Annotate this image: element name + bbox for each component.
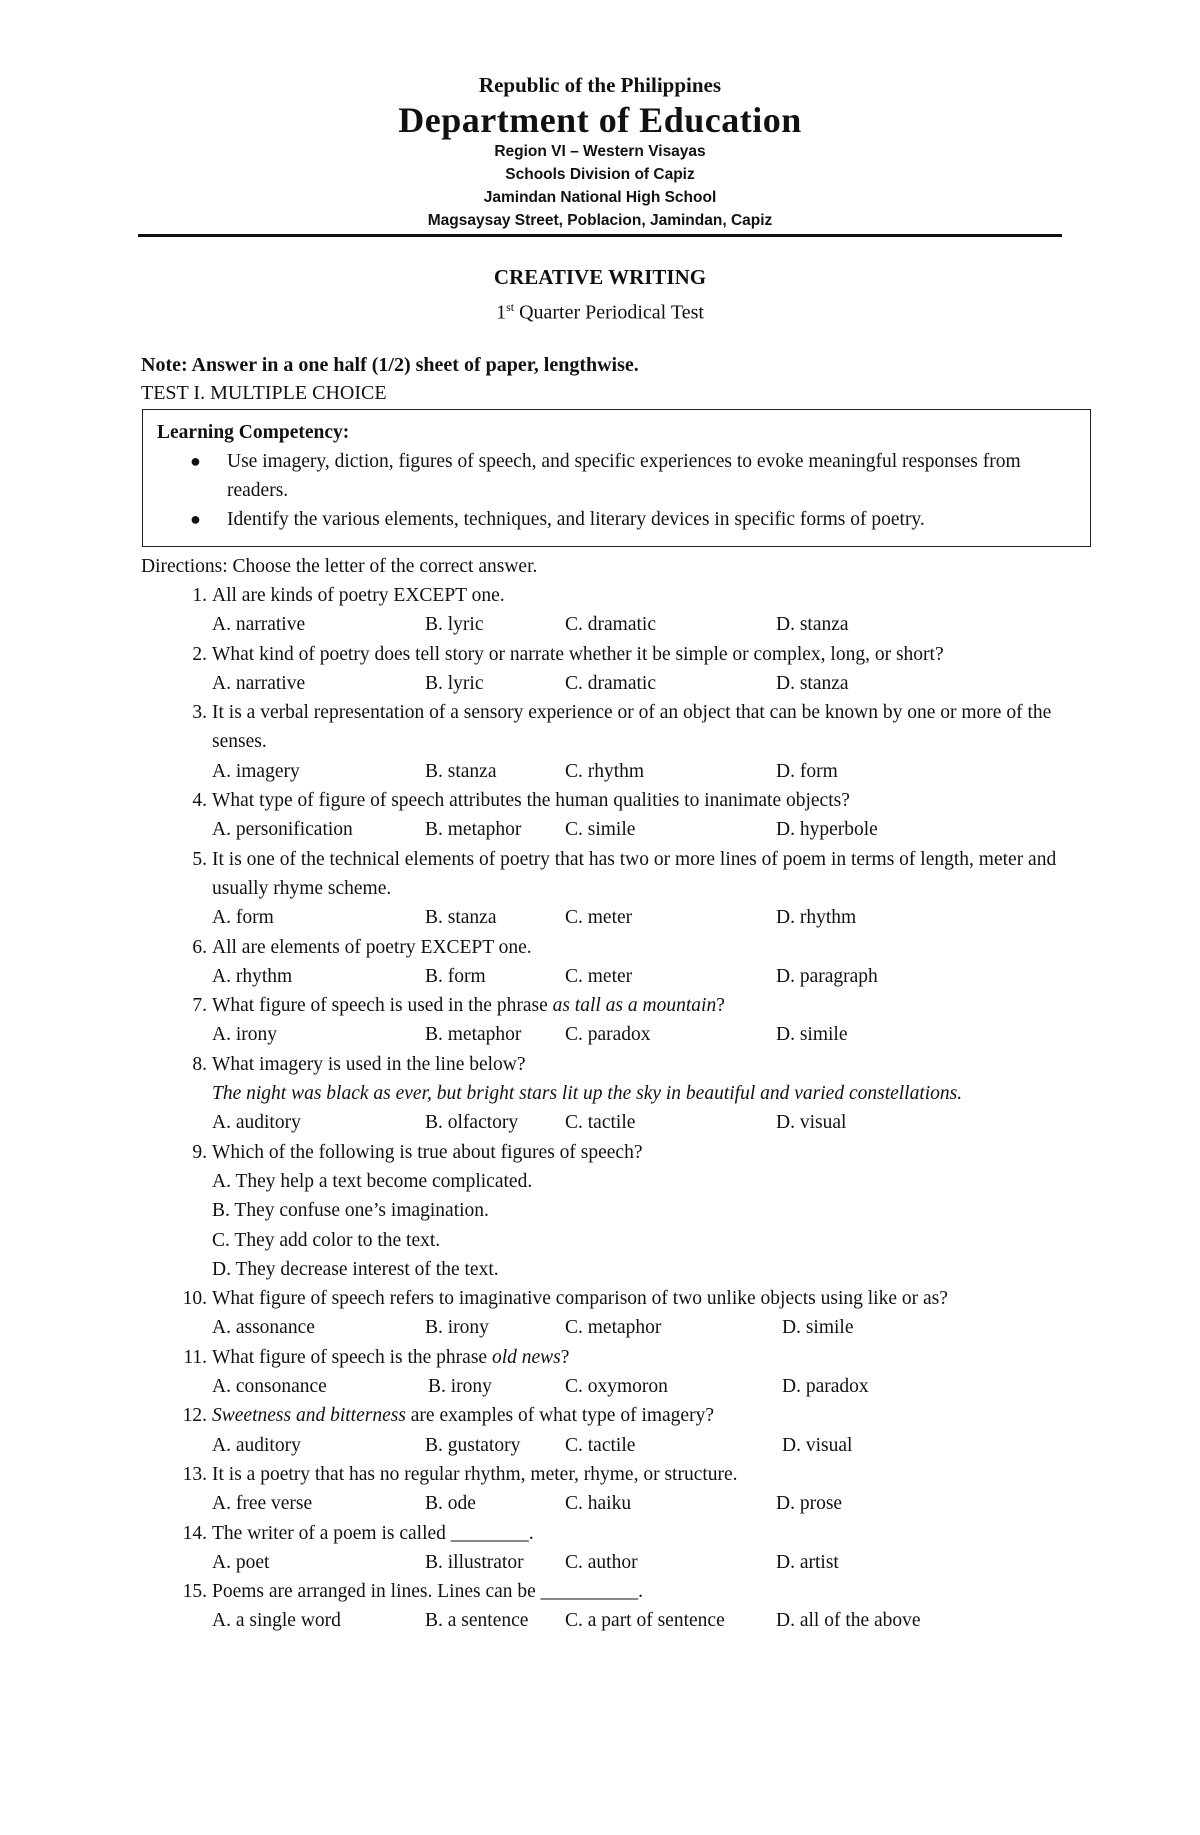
option-c: C. haiku xyxy=(565,1493,632,1515)
option-c: C. oxymoron xyxy=(565,1376,668,1398)
question-number: 4. xyxy=(192,790,207,812)
test-title: TEST I. MULTIPLE CHOICE xyxy=(141,382,387,404)
question-5 xyxy=(0,845,1200,933)
school-name: Jamindan National High School xyxy=(483,189,717,206)
quoted-line: The night was black as ever, but bright stars lit up the sky in beautiful and varied constellations. xyxy=(212,1083,963,1105)
question-number: 8. xyxy=(192,1053,207,1075)
option-a: A. a single word xyxy=(212,1610,341,1632)
question-6 xyxy=(0,933,1200,992)
option-a: A. form xyxy=(212,907,274,929)
italic-phrase: old news xyxy=(491,1346,561,1368)
question-number: 2. xyxy=(192,643,207,665)
exam-title xyxy=(0,292,1200,328)
option-c: C. meter xyxy=(565,907,633,929)
question-text-start: What figure of speech is the phrase xyxy=(212,1346,492,1368)
options-row xyxy=(0,1606,1200,1635)
question-text-start: What figure of speech is used in the phrase xyxy=(212,995,553,1017)
option-c: C. rhythm xyxy=(565,760,645,782)
option-d: D. visual xyxy=(782,1434,853,1456)
options-row xyxy=(0,669,1200,698)
option-b: B. irony xyxy=(428,1376,492,1398)
option-d: D. paradox xyxy=(782,1376,869,1398)
option-d: D. all of the above xyxy=(776,1610,921,1632)
option-b: B. irony xyxy=(425,1317,489,1339)
option-b: B. lyric xyxy=(425,672,484,694)
question-15 xyxy=(0,1577,1200,1636)
option-a: A. poet xyxy=(212,1551,270,1573)
option-a: A. auditory xyxy=(212,1434,301,1456)
option-a: A. irony xyxy=(212,1024,277,1046)
italic-phrase: as tall as a mountain xyxy=(552,995,717,1017)
question-text-end: ? xyxy=(716,995,725,1017)
quarter-suffix: st xyxy=(506,300,515,314)
options-row xyxy=(0,1431,1200,1460)
options-row xyxy=(0,1548,1200,1577)
competency-text: Identify the various elements, techniques, and literary devices in specific forms of poetry. xyxy=(227,509,925,530)
option-d: D. stanza xyxy=(776,672,849,694)
republic-line: Republic of the Philippines xyxy=(478,73,722,97)
option-b: B. gustatory xyxy=(425,1434,521,1456)
option-b: B. a sentence xyxy=(425,1610,529,1632)
option-c: C. dramatic xyxy=(565,614,656,636)
question-text: It is a verbal representation of a sensory experience or of an object that can be known by one or more of the senses. xyxy=(212,702,1052,753)
question-text-end: are examples of what type of imagery? xyxy=(405,1405,714,1427)
question-text: What kind of poetry does tell story or narrate whether it be simple or complex, long, or short? xyxy=(212,643,944,665)
question-text: All are elements of poetry EXCEPT one. xyxy=(212,936,532,958)
options-row xyxy=(0,815,1200,844)
division-line: Schools Division of Capiz xyxy=(505,166,695,183)
question-text xyxy=(212,991,1062,1020)
option-a: A. rhythm xyxy=(212,965,293,987)
option-b: B. metaphor xyxy=(425,1024,522,1046)
question-text xyxy=(212,1343,1062,1372)
question-text: What figure of speech refers to imaginative comparison of two unlike objects using like or as? xyxy=(212,1288,948,1310)
answer-note: Note: Answer in a one half (1/2) sheet of paper, lengthwise. xyxy=(141,354,639,376)
option-b: B. stanza xyxy=(425,760,497,782)
question-number: 12. xyxy=(182,1405,207,1427)
learning-competency-box xyxy=(142,409,1091,547)
directions: Directions: Choose the letter of the correct answer. xyxy=(141,556,538,577)
option-c: C. meter xyxy=(565,965,633,987)
option-a: A. personification xyxy=(212,819,353,841)
option-d: D. hyperbole xyxy=(776,819,878,841)
option-a: A. narrative xyxy=(212,614,306,636)
question-text: It is a poetry that has no regular rhythm, meter, rhyme, or structure. xyxy=(212,1463,738,1485)
competency-list xyxy=(143,447,1090,534)
question-number: 10. xyxy=(182,1288,207,1310)
school-address: Magsaysay Street, Poblacion, Jamindan, Capiz xyxy=(427,212,773,229)
question-11 xyxy=(0,1343,1200,1402)
options-row xyxy=(0,1372,1200,1401)
bullet-icon: ● xyxy=(190,509,201,529)
italic-phrase: Sweetness and bitterness xyxy=(212,1405,406,1427)
option-b: B. lyric xyxy=(425,614,484,636)
letterhead xyxy=(0,70,1200,232)
question-4 xyxy=(0,786,1200,845)
option-b: B. olfactory xyxy=(425,1112,519,1134)
option-c: C. dramatic xyxy=(565,672,656,694)
option-c: C. tactile xyxy=(565,1434,636,1456)
question-1 xyxy=(0,581,1200,640)
options-row xyxy=(0,1313,1200,1342)
option-c: C. paradox xyxy=(565,1024,651,1046)
question-10 xyxy=(0,1284,1200,1343)
option-d: D. simile xyxy=(782,1317,854,1339)
option-d: D. simile xyxy=(776,1024,848,1046)
option-d: D. stanza xyxy=(776,614,849,636)
options-row xyxy=(0,1020,1200,1049)
option-a: A. free verse xyxy=(212,1493,313,1515)
options-row xyxy=(0,903,1200,932)
question-text: What imagery is used in the line below? xyxy=(212,1053,526,1075)
option-b: B. They confuse one’s imagination. xyxy=(212,1200,489,1222)
option-c: C. metaphor xyxy=(565,1317,662,1339)
option-d: D. artist xyxy=(776,1551,839,1573)
quarter-number: 1 xyxy=(496,301,507,324)
question-13 xyxy=(0,1460,1200,1519)
question-list xyxy=(0,581,1200,1636)
question-number: 15. xyxy=(182,1581,207,1603)
question-7 xyxy=(0,991,1200,1050)
option-d: D. paragraph xyxy=(776,965,878,987)
options-row xyxy=(0,1489,1200,1518)
options-row xyxy=(0,1108,1200,1137)
question-number: 6. xyxy=(192,936,207,958)
option-b: B. illustrator xyxy=(425,1551,524,1573)
question-14 xyxy=(0,1519,1200,1578)
option-a: A. assonance xyxy=(212,1317,315,1339)
option-c: C. tactile xyxy=(565,1112,636,1134)
question-text: Which of the following is true about figures of speech? xyxy=(212,1141,643,1163)
bullet-icon: ● xyxy=(190,451,201,471)
options-row xyxy=(0,962,1200,991)
subject-title: CREATIVE WRITING xyxy=(493,265,707,289)
option-b: B. form xyxy=(425,965,486,987)
question-number: 11. xyxy=(183,1346,207,1368)
question-text: It is one of the technical elements of poetry that has two or more lines of poem in terms of length, meter and usually rhyme scheme. xyxy=(212,848,1057,899)
option-c: C. simile xyxy=(565,819,636,841)
option-d: D. rhythm xyxy=(776,907,857,929)
option-c: C. a part of sentence xyxy=(565,1610,725,1632)
options-row xyxy=(0,610,1200,639)
quarter-label: Quarter Periodical Test xyxy=(514,301,704,324)
question-number: 1. xyxy=(192,585,207,606)
option-a: A. consonance xyxy=(212,1376,327,1398)
options-row xyxy=(0,757,1200,786)
option-b: B. metaphor xyxy=(425,819,522,841)
option-a: A. auditory xyxy=(212,1112,301,1134)
region-line: Region VI – Western Visayas xyxy=(494,143,706,160)
option-d: D. They decrease interest of the text. xyxy=(212,1258,499,1280)
option-c: C. author xyxy=(565,1551,638,1573)
question-text xyxy=(212,1401,1062,1430)
competency-item xyxy=(143,447,1090,505)
option-a: A. They help a text become complicated. xyxy=(212,1170,533,1192)
question-9 xyxy=(0,1138,1200,1284)
question-number: 9. xyxy=(192,1141,207,1163)
question-8 xyxy=(0,1050,1200,1138)
option-d: D. prose xyxy=(776,1493,843,1515)
option-c: C. They add color to the text. xyxy=(212,1229,441,1251)
question-text-end: ? xyxy=(560,1346,570,1368)
question-number: 14. xyxy=(182,1522,207,1544)
question-number: 3. xyxy=(192,702,207,724)
option-a: A. narrative xyxy=(212,672,306,694)
question-text: Poems are arranged in lines. Lines can be __________. xyxy=(212,1581,644,1603)
question-3 xyxy=(0,698,1200,786)
question-number: 7. xyxy=(192,995,207,1017)
option-b: B. stanza xyxy=(425,907,497,929)
option-b: B. ode xyxy=(425,1493,476,1515)
question-12 xyxy=(0,1401,1200,1460)
question-text: What type of figure of speech attributes the human qualities to inanimate objects? xyxy=(212,790,850,812)
question-2 xyxy=(0,640,1200,699)
option-a: A. imagery xyxy=(212,760,300,782)
competency-text: Use imagery, diction, figures of speech, and specific experiences to evoke meaningful responses from readers. xyxy=(227,451,1021,501)
option-d: D. visual xyxy=(776,1112,847,1134)
department-name: Department of Education xyxy=(398,100,802,140)
competency-title: Learning Competency: xyxy=(157,422,350,443)
question-text: All are kinds of poetry EXCEPT one. xyxy=(212,585,505,606)
header-divider xyxy=(138,234,1062,237)
question-text: The writer of a poem is called ________. xyxy=(212,1522,534,1544)
question-number: 13. xyxy=(182,1463,207,1485)
competency-item xyxy=(143,505,1090,534)
option-d: D. form xyxy=(776,760,838,782)
question-number: 5. xyxy=(192,848,207,870)
